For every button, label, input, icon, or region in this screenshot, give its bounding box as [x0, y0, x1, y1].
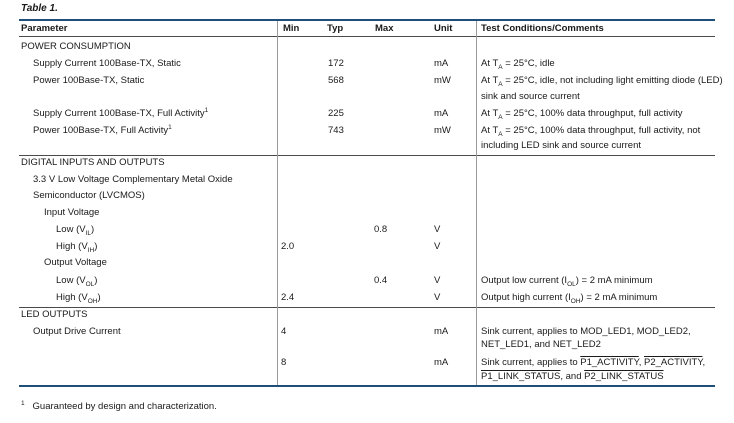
bottom-rule	[19, 385, 715, 387]
row-power-full-label: Power 100Base-TX, Full Activity$^1$	[33, 123, 172, 136]
row-drive-cond: Sink current, applies to MOD_LED1, MOD_LED2,	[481, 326, 691, 337]
row-vil-label: Low $(V_{IL})$	[56, 224, 95, 237]
output-voltage-label: Output Voltage	[44, 257, 107, 268]
row-supply-static-typ: 172	[328, 58, 344, 69]
row-power-static-typ: 568	[328, 75, 344, 86]
row-voh-cond: Output high current $(I_{OH}) = 2$ mA minimum	[481, 292, 658, 305]
header-parameter: Parameter	[21, 23, 68, 34]
row-power-static-cond-2: sink and source current	[481, 91, 580, 102]
row-power-full-typ: 743	[328, 125, 344, 136]
row-vol-unit: V	[434, 275, 441, 286]
section-digital: DIGITAL INPUTS AND OUTPUTS	[21, 157, 165, 168]
row-drive2-min: 8	[281, 357, 287, 368]
section-rule-1	[19, 155, 715, 156]
col-divider-cond	[476, 21, 477, 385]
header-unit: Unit	[434, 23, 453, 34]
row-power-static-cond: At $T_A = 25^\circ C$, idle, not including light emitting diode (LED)	[481, 75, 723, 88]
header-max: Max	[375, 23, 394, 34]
row-supply-static-unit: mA	[434, 58, 449, 69]
col-divider-min	[277, 21, 278, 385]
row-vol-max: 0.4	[374, 275, 388, 286]
row-drive-cond-2: NET_LED1, and NET_LED2	[481, 339, 601, 350]
header-conditions: Test Conditions/Comments	[481, 23, 604, 34]
table-caption: Table 1.	[21, 3, 58, 14]
row-supply-full-typ: 225	[328, 108, 344, 119]
lvcmos-line-2: Semiconductor (LVCMOS)	[33, 190, 145, 201]
row-supply-full-cond: At $T_A = 25^\circ C$, 100% data throughput, full activity	[481, 108, 683, 121]
header-typ: Typ	[327, 23, 344, 34]
header-min: Min	[283, 23, 300, 34]
row-power-full-cond-2: including LED sink and source current	[481, 140, 642, 151]
row-drive2-unit: mA	[434, 357, 449, 368]
row-drive2-cond: Sink current, applies to P1_ACTIVITY, P2_ACTIVITY,	[481, 357, 706, 368]
lvcmos-line-1: 3.3 V Low Voltage Complementary Metal Oxide	[33, 174, 233, 185]
row-power-full-cond: At $T_A = 25^\circ C$, 100% data throughput, full activity, not	[481, 125, 701, 138]
row-drive2-cond-2: P1_LINK_STATUS, and P2_LINK_STATUS	[481, 371, 664, 382]
row-supply-full-unit: mA	[434, 108, 449, 119]
row-supply-static-cond: At $T_A = 25^\circ C$, idle	[481, 58, 555, 71]
header-rule	[19, 36, 715, 37]
row-voh-unit: V	[434, 292, 441, 303]
row-power-static-label: Power 100Base-TX, Static	[33, 75, 145, 86]
row-drive-label: Output Drive Current	[33, 326, 121, 337]
section-led: LED OUTPUTS	[21, 309, 88, 320]
row-vol-label: Low $(V_{OL})$	[56, 275, 98, 288]
row-vih-min: 2.0	[281, 241, 295, 252]
footnote: $^1$ Guaranteed by design and characterization.	[21, 399, 217, 412]
row-vol-cond: Output low current $(I_{OL}) = 2$ mA minimum	[481, 275, 653, 288]
row-supply-static-label: Supply Current 100Base-TX, Static	[33, 58, 181, 69]
top-rule	[19, 19, 715, 21]
row-vih-label: High $(V_{IH})$	[56, 241, 98, 254]
row-voh-label: High $(V_{OH})$	[56, 292, 101, 305]
section-rule-2	[19, 307, 715, 308]
row-vil-unit: V	[434, 224, 441, 235]
row-vil-max: 0.8	[374, 224, 388, 235]
row-supply-full-label: Supply Current 100Base-TX, Full Activity$^1$	[33, 106, 209, 119]
input-voltage-label: Input Voltage	[44, 207, 100, 218]
row-power-full-unit: mW	[434, 125, 451, 136]
section-power: POWER CONSUMPTION	[21, 41, 131, 52]
row-drive-min: 4	[281, 326, 287, 337]
row-drive-unit: mA	[434, 326, 449, 337]
row-voh-min: 2.4	[281, 292, 295, 303]
row-power-static-unit: mW	[434, 75, 451, 86]
row-vih-unit: V	[434, 241, 441, 252]
